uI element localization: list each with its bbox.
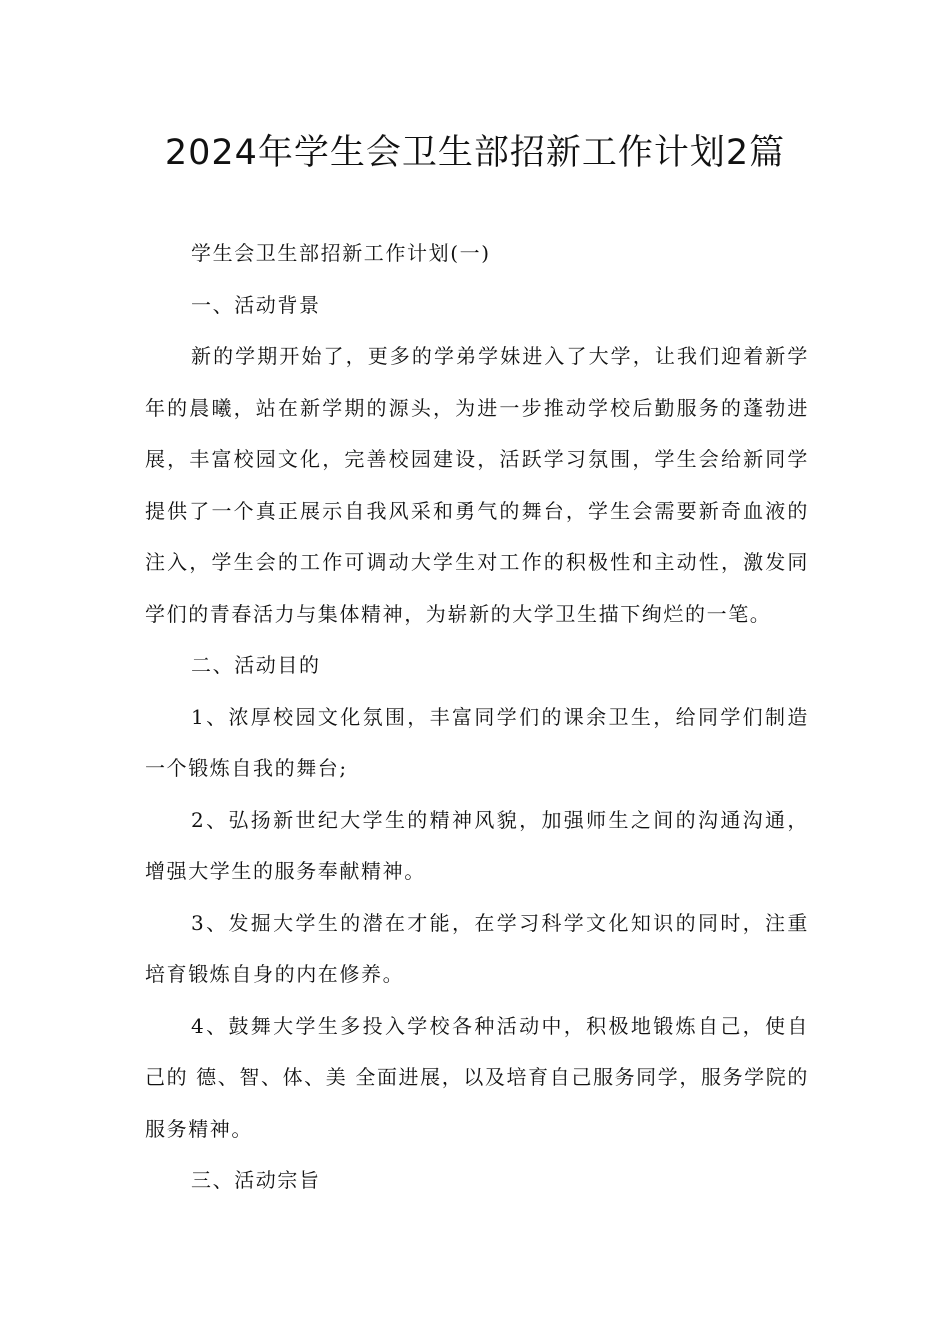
paragraph-background: 新的学期开始了，更多的学弟学妹进入了大学，让我们迎着新学年的晨曦，站在新学期的源头，为进一步推动学校后勤服务的蓬勃进展，丰富校园文化，完善校园建设，活跃学习氛围，学生会给新同学提供了一个真正展示自我风采和勇气的舞台，学生会需要新奇血液的注入，学生会的工作可调动大学生对工作的积极性和主动性，激发同学们的青春活力与集体精神，为崭新的大学卫生描下绚烂的一笔。 (145, 344, 809, 626)
heading-activity-background: 一、活动背景 (191, 292, 321, 317)
section-subtitle: 学生会卫生部招新工作计划(一) (191, 241, 491, 265)
purpose-item-2: 2、弘扬新世纪大学生的精神风貌，加强师生之间的沟通沟通，增强大学生的服务奉献精神。 (145, 807, 809, 883)
document-title: 2024年学生会卫生部招新工作计划2篇 (164, 133, 786, 173)
document-body (145, 228, 809, 1207)
purpose-item-4: 4、鼓舞大学生多投入学校各种活动中，积极地锻炼自己，使自己的 德、智、体、美 全面进展，以及培育自己服务同学，服务学院的服务精神。 (145, 1013, 809, 1141)
purpose-item-1: 1、浓厚校园文化氛围，丰富同学们的课余卫生，给同学们制造一个锻炼自我的舞台; (145, 704, 809, 780)
purpose-item-3: 3、发掘大学生的潜在才能，在学习科学文化知识的同时，注重培育锻炼自身的内在修养。 (145, 910, 809, 986)
heading-activity-purpose: 二、活动目的 (191, 653, 321, 677)
heading-activity-tenet: 三、活动宗旨 (191, 1168, 321, 1192)
